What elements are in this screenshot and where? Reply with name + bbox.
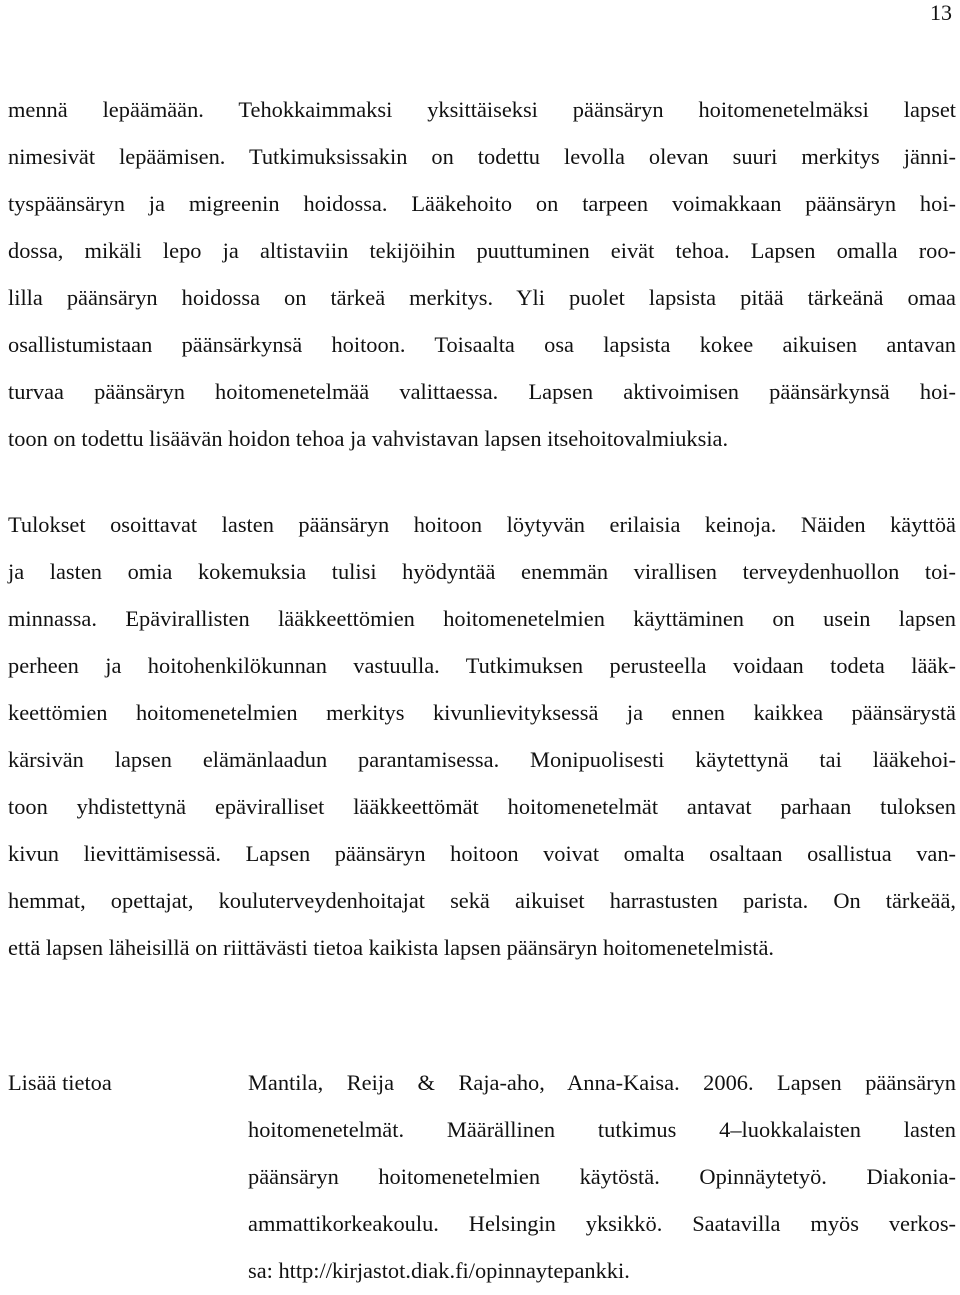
paragraph-results-1: [8, 86, 956, 462]
paragraph-line: ja lasten omia kokemuksia tulisi hyödyntää enemmän virallisen terveydenhuollon toi-: [8, 559, 956, 584]
paragraph-line: toon yhdistettynä epäviralliset lääkkeettömät hoitomenetelmät antavat parhaan tuloksen: [8, 794, 956, 819]
paragraph-line: osallistumistaan päänsärkynsä hoitoon. Toisaalta osa lapsista kokee aikuisen antavan: [8, 332, 956, 357]
paragraph-line: hemmat, opettajat, kouluterveydenhoitajat sekä aikuiset harrastusten parista. On tärkeää,: [8, 888, 956, 913]
paragraph-line: toon on todettu lisäävän hoidon tehoa ja vahvistavan lapsen itsehoitovalmiuksia.: [8, 426, 729, 451]
paragraph-line: minnassa. Epävirallisten lääkkeettömien hoitomenetelmien käyttäminen on usein lapsen: [8, 606, 956, 631]
reference-entry: [248, 1059, 956, 1294]
paragraph-line: nimesivät lepäämisen. Tutkimuksissakin on todettu levolla olevan suuri merkitys jänni-: [8, 144, 956, 169]
paragraph-line: tyspäänsäryn ja migreenin hoidossa. Lääkehoito on tarpeen voimakkaan päänsäryn hoi-: [8, 191, 956, 216]
reference-line: Mantila, Reija & Raja-aho, Anna-Kaisa. 2006. Lapsen päänsäryn: [248, 1070, 956, 1095]
paragraph-line: lilla päänsäryn hoidossa on tärkeä merkitys. Yli puolet lapsista pitää tärkeänä omaa: [8, 285, 956, 310]
paragraph-line: dossa, mikäli lepo ja altistaviin tekijöihin puuttuminen eivät tehoa. Lapsen omalla roo-: [8, 238, 956, 263]
reference-line: päänsäryn hoitomenetelmien käytöstä. Opinnäytetyö. Diakonia-: [248, 1164, 956, 1189]
reference-line: sa: http://kirjastot.diak.fi/opinnaytepankki.: [248, 1258, 630, 1283]
page-number: 13: [930, 0, 952, 25]
paragraph-line: Tulokset osoittavat lasten päänsäryn hoitoon löytyvän erilaisia keinoja. Näiden käyttöä: [8, 512, 956, 537]
paragraph-line: perheen ja hoitohenkilökunnan vastuulla. Tutkimuksen perusteella voidaan todeta lääk-: [8, 653, 956, 678]
paragraph-line: kivun lievittämisessä. Lapsen päänsäryn hoitoon voivat omalta osaltaan osallistua van-: [8, 841, 956, 866]
paragraph-line: kärsivän lapsen elämänlaadun parantamisessa. Monipuolisesti käytettynä tai lääkehoi-: [8, 747, 956, 772]
paragraph-line: turvaa päänsäryn hoitomenetelmää valittaessa. Lapsen aktivoimisen päänsärkynsä hoi-: [8, 379, 956, 404]
paragraph-line: mennä lepäämään. Tehokkaimmaksi yksittäiseksi päänsäryn hoitomenetelmäksi lapset: [8, 97, 956, 122]
reference-line: ammattikorkeakoulu. Helsingin yksikkö. Saatavilla myös verkos-: [248, 1211, 956, 1236]
paragraph-results-2: [8, 501, 956, 971]
paragraph-line: keettömien hoitomenetelmien merkitys kivunlievityksessä ja ennen kaikkea päänsärystä: [8, 700, 956, 725]
more-info-label: Lisää tietoa: [8, 1070, 112, 1095]
paragraph-line: että lapsen läheisillä on riittävästi tietoa kaikista lapsen päänsäryn hoitomenetelmistä.: [8, 935, 775, 960]
reference-line: hoitomenetelmät. Määrällinen tutkimus 4–luokkalaisten lasten: [248, 1117, 956, 1142]
